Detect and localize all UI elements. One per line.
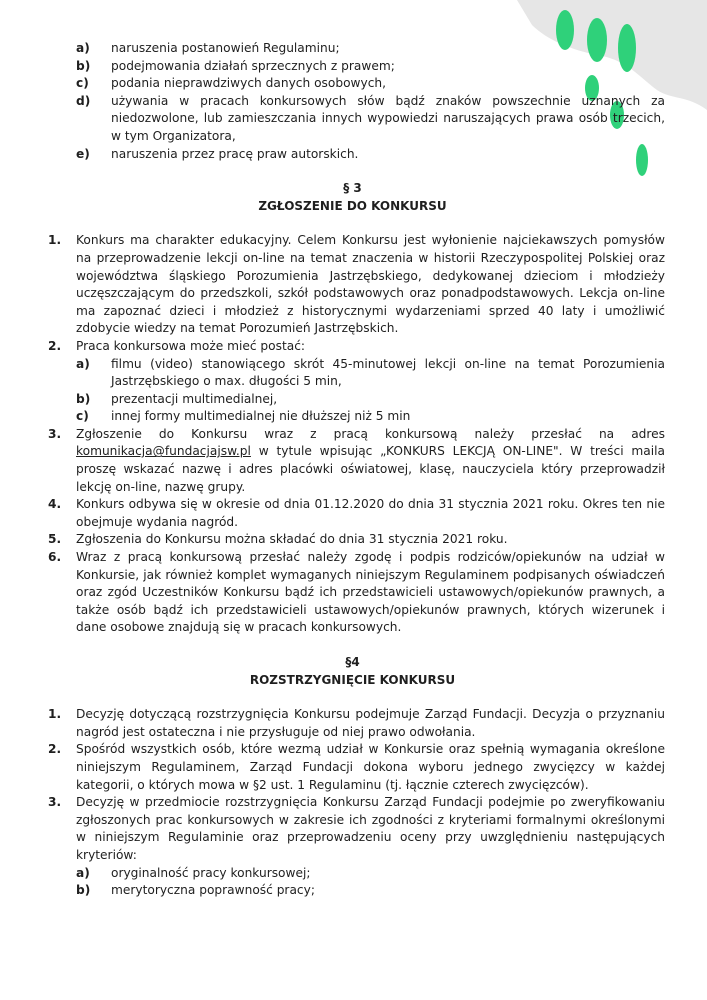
section-number: §4 xyxy=(345,655,360,669)
list-item xyxy=(40,496,665,531)
item-text-after: w tytule wpisując „KONKURS LEKCJĄ ON-LINE". W treści maila proszę wskazać nazwę i adres placówki oświatowej, klasę, nauczyciela który przeprowadził lekcję on-line, nazwę grupy. xyxy=(76,444,665,494)
item-marker: a) xyxy=(76,356,90,371)
sub-list-item xyxy=(76,356,665,391)
item-marker: d) xyxy=(76,93,91,108)
item-text: merytoryczna poprawność pracy; xyxy=(111,883,315,898)
list-item xyxy=(76,75,665,93)
sub-list-item xyxy=(76,408,665,426)
list-item xyxy=(76,146,665,164)
item-marker: 2. xyxy=(48,338,62,353)
item-text: Zgłoszenia do Konkursu można składać do dnia 31 stycznia 2021 roku. xyxy=(76,532,508,547)
item-text: Decyzję w przedmiocie rozstrzygnięcia Konkursu Zarząd Fundacji podejmie po zweryfikowaniu zgłoszonych prac konkursowych w zakresie ich zgodności z kryteriami formalnymi określonymi w niniejszym Regulaminie oraz przeprowadzeniu oceny przy uwzględnieniu następujących kryteriów: xyxy=(76,795,665,862)
sub-list xyxy=(76,356,665,426)
item-text: naruszenia przez pracę praw autorskich. xyxy=(111,146,359,161)
list-item xyxy=(40,531,665,549)
list-item xyxy=(40,232,665,338)
item-text-before: Zgłoszenie do Konkursu wraz z pracą konkursową należy przesłać na adres xyxy=(76,426,665,441)
item-text: Konkurs ma charakter edukacyjny. Celem Konkursu jest wyłonienie najciekawszych pomysłów na przeprowadzenie lekcji on-line na temat znaczenia w historii Rzeczypospolitej Polskiej oraz województwa śląskiego Porozumienia Jastrzębskiego, dedykowanej dzieciom i młodzieży uczęszczającym do przedszkoli, szkół podstawowych oraz ponadpodstawowych. Lekcja on-line ma zapoznać dzieci i młodzież z historycznymi wydarzeniami sprzed 40 laty i umożliwić zdobycie wiedzy na temat Porozumień Jastrzębskich. xyxy=(76,233,665,336)
item-marker: 3. xyxy=(48,795,62,810)
section-title: ZGŁOSZENIE DO KONKURSU xyxy=(258,198,447,213)
item-marker: c) xyxy=(76,76,89,91)
list-item xyxy=(76,58,665,76)
sub-list xyxy=(76,865,665,900)
item-marker: 1. xyxy=(48,707,62,722)
item-text: podania nieprawdziwych danych osobowych, xyxy=(111,76,387,91)
item-text: używania w pracach konkursowych słów bądź znaków powszechnie uznanych za niedozwolone, lub zamieszczania innych wypowiedzi naruszających prawa osób trzecich, w tym Organizatora, xyxy=(111,93,665,143)
sub-list-item xyxy=(76,865,665,883)
item-marker: 1. xyxy=(48,233,62,248)
list-item xyxy=(40,794,665,900)
list-item xyxy=(40,741,665,794)
list-item xyxy=(40,549,665,637)
sub-list-item xyxy=(76,391,665,409)
section4-list xyxy=(40,706,665,900)
item-marker: 5. xyxy=(48,532,62,547)
item-text: innej formy multimedialnej nie dłuższej niż 5 min xyxy=(111,409,411,424)
list-item xyxy=(40,426,665,496)
intro-list xyxy=(76,40,665,163)
item-text: Konkurs odbywa się w okresie od dnia 01.12.2020 do dnia 31 stycznia 2021 roku. Okres ten nie obejmuje wydania nagród. xyxy=(76,497,665,529)
section3-list xyxy=(40,232,665,637)
item-marker: b) xyxy=(76,883,91,898)
list-item xyxy=(40,338,665,426)
item-marker: 4. xyxy=(48,497,62,512)
item-text: Praca konkursowa może mieć postać: xyxy=(76,338,306,353)
list-item xyxy=(40,706,665,741)
item-marker: b) xyxy=(76,391,91,406)
document-page xyxy=(40,40,665,900)
item-text: prezentacji multimedialnej, xyxy=(111,391,278,406)
item-marker: 2. xyxy=(48,742,62,757)
item-text: filmu (video) stanowiącego skrót 45-minutowej lekcji on-line na temat Porozumienia Jastrzębskiego o max. długości 5 min, xyxy=(111,356,665,389)
item-marker: e) xyxy=(76,146,90,161)
sub-list-item xyxy=(76,882,665,900)
section-title: ROZSTRZYGNIĘCIE KONKURSU xyxy=(249,672,456,687)
item-text: oryginalność pracy konkursowej; xyxy=(111,865,311,880)
item-marker: b) xyxy=(76,58,91,73)
item-marker: a) xyxy=(76,41,90,55)
list-item xyxy=(76,93,665,146)
section-number: § 3 xyxy=(343,181,362,196)
item-text: Spośród wszystkich osób, które wezmą udział w Konkursie oraz spełnią wymagania określone niniejszym Regulaminem, Zarząd Fundacji dokona wyboru jednego zwycięzcy w każdej kategorii, o których mowa w §2 ust. 1 Regulaminu (tj. łącznie czterech zwycięzców). xyxy=(76,742,665,792)
item-text: podejmowania działań sprzecznych z prawem; xyxy=(111,58,395,73)
list-item xyxy=(76,40,665,58)
item-marker: a) xyxy=(76,865,90,880)
item-marker: 6. xyxy=(48,550,62,565)
item-marker: c) xyxy=(76,409,89,424)
item-text: Wraz z pracą konkursową przesłać należy zgodę i podpis rodziców/opiekunów na udział w Konkursie, jak również komplet wymaganych niniejszym Regulaminem podpisanych oświadczeń oraz zgód Uczestników Konkursu bądź ich przedstawicieli ustawowych/opiekunów prawnych, a także osób bądź ich przedstawicieli ustawowych/opiekunów prawnych, których wizerunek i dane osobowe znajdują się w pracach konkursowych. xyxy=(76,550,665,635)
item-marker: 3. xyxy=(48,426,62,441)
item-text: naruszenia postanowień Regulaminu; xyxy=(111,41,340,55)
item-text: Decyzję dotyczącą rozstrzygnięcia Konkursu podejmuje Zarząd Fundacji. Decyzja o przyznaniu nagród jest ostateczna i nie przysługuje od niej prawo odwołania. xyxy=(76,707,665,739)
email-link[interactable]: komunikacja@fundacjajsw.pl xyxy=(76,444,251,459)
